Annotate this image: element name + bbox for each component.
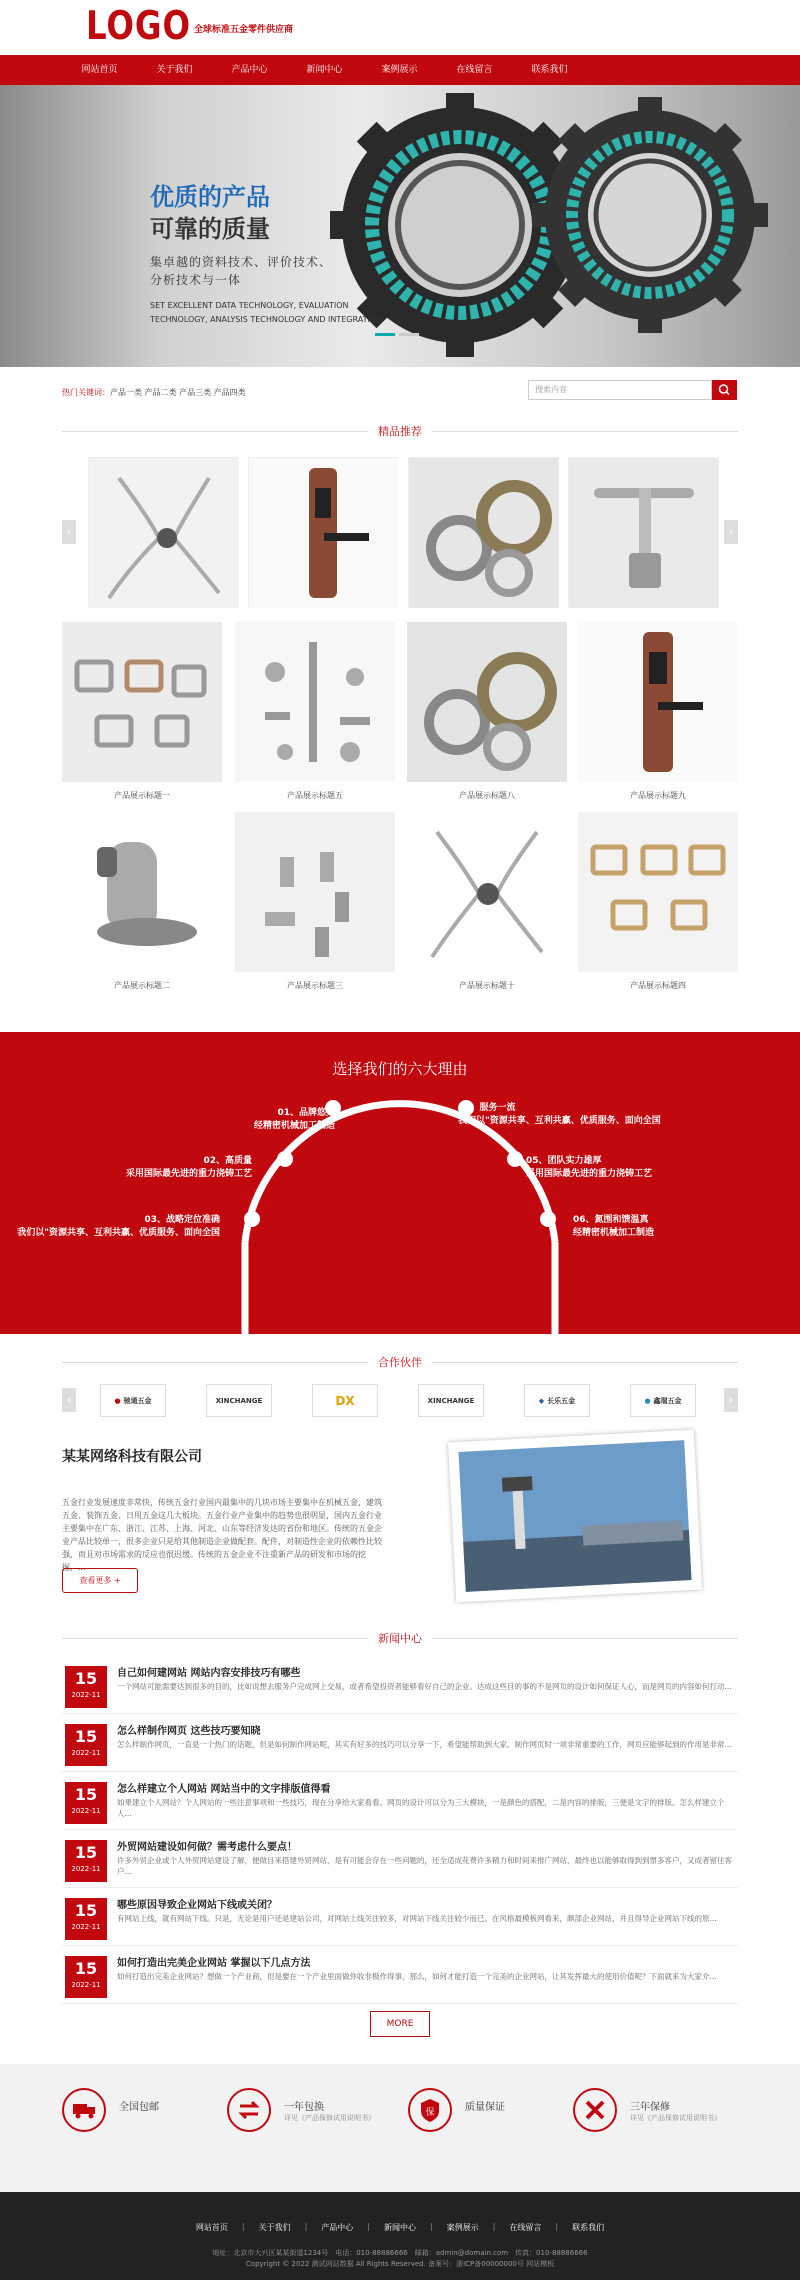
- partner-logo-name: XINCHANGE: [427, 1396, 475, 1405]
- news-year-month: 2022-11: [71, 1981, 101, 1989]
- footer-link[interactable]: 网站首页: [195, 2223, 228, 2232]
- feature-subtitle: 详见《产品保修试用说明书》: [284, 2114, 375, 2122]
- carousel-item[interactable]: [408, 457, 558, 607]
- partner-logo[interactable]: [524, 1384, 590, 1417]
- site-logo[interactable]: LOGO: [86, 3, 191, 50]
- reason-3-heading: 03、战略定位准确: [144, 1215, 220, 1225]
- news-year-month: 2022-11: [71, 1691, 101, 1699]
- reason-5-heading: 05、团队实力雄厚: [526, 1156, 602, 1166]
- news-item[interactable]: [62, 1774, 738, 1830]
- product-card[interactable]: [62, 622, 222, 801]
- news-day: 15: [74, 1901, 98, 1920]
- banner-english-line-1: SET EXCELLENT DATA TECHNOLOGY, EVALUATION: [150, 301, 349, 310]
- feature-title: 一年包换: [284, 2102, 324, 2113]
- banner-english: [150, 299, 382, 327]
- news-day: 15: [74, 1669, 98, 1688]
- news-day: 15: [74, 1785, 98, 1804]
- news-day: 15: [74, 1727, 98, 1746]
- banner-english-line-2: TECHNOLOGY, ANALYSIS TECHNOLOGY AND INTEGRATION: [150, 315, 383, 324]
- news-summary: 如何打造出完美企业网站？想做一个产业商，但是要在一个产业里面做你收非极作得事，那么，如何才能打造一个完美的企业网站，让其发挥最大的使用价值呢？下面就来为大家介...: [117, 1972, 717, 1981]
- news-day: 15: [74, 1843, 98, 1862]
- banner-desc-line-1: 集卓越的资料技术、评价技术、: [150, 255, 333, 269]
- partner-logo[interactable]: [418, 1384, 484, 1417]
- view-more-button[interactable]: 查看更多 +: [62, 1568, 138, 1593]
- product-title[interactable]: 产品展示标题五: [287, 791, 343, 800]
- footer-info: [0, 2248, 800, 2270]
- featured-carousel: [0, 447, 800, 622]
- gear-illustration: [330, 85, 800, 367]
- product-title[interactable]: 产品展示标题三: [287, 981, 343, 990]
- nav-item-message[interactable]: 在线留言: [456, 65, 493, 75]
- hot-keywords-list[interactable]: 产品一类 产品二类 产品三类 产品四类: [110, 388, 246, 397]
- news-summary: 许多外贸企业或个人外贸网站建设了解，便做目来搭建外贸网站，是有可能会存在一些问题的，还全适成花费许多精力和时间来推广网站，最终也以能够取得到到票多客户，又成者留住客户...: [117, 1856, 732, 1876]
- partner-logo-name: 驰通五金: [123, 1396, 152, 1405]
- reason-2-text: 采用国际最先进的重力浇铸工艺: [125, 1169, 252, 1179]
- slider-dots: [375, 333, 419, 336]
- nav-item-about[interactable]: 关于我们: [156, 65, 193, 75]
- reason-5-text: 采用国际最先进的重力浇铸工艺: [526, 1169, 653, 1179]
- product-image-lock: [578, 622, 738, 782]
- partner-logo[interactable]: [312, 1384, 378, 1417]
- product-image-bearings: [407, 622, 567, 782]
- product-title[interactable]: 产品展示标题九: [630, 791, 686, 800]
- product-card[interactable]: [578, 812, 738, 991]
- product-title[interactable]: 产品展示标题十: [459, 981, 515, 990]
- product-image-clamp: [89, 458, 239, 608]
- airport-tower-image: [448, 1430, 702, 1603]
- news-year-month: 2022-11: [71, 1865, 101, 1873]
- reasons-arc: [0, 1032, 800, 1334]
- reason-1-heading: 01、品牌悠久: [277, 1108, 335, 1118]
- news-date: [65, 1724, 107, 1766]
- news-section-title: [0, 1624, 800, 1654]
- news-date: [65, 1840, 107, 1882]
- footer-nav: 网站首页 | 关于我们 | 产品中心 | 新闻中心 | 案例展示 | 在线留言 | 联系我们: [195, 2222, 605, 2232]
- reason-6-heading: 06、氮围和馈温真: [573, 1215, 649, 1225]
- reason-1: [254, 1107, 335, 1133]
- news-year-month: 2022-11: [71, 1807, 101, 1815]
- product-title[interactable]: 产品展示标题一: [114, 791, 170, 800]
- search-button[interactable]: [712, 380, 737, 400]
- partner-logo-icon: ◆: [538, 1396, 545, 1405]
- svg-text:保: 保: [425, 2108, 435, 2118]
- product-card[interactable]: [578, 622, 738, 801]
- news-headline[interactable]: 怎么样建立个人网站 网站当中的文字排版值得看: [117, 1784, 331, 1795]
- news-date: [65, 1782, 107, 1824]
- feature-title: 三年保修: [630, 2102, 670, 2113]
- exchange-icon: [227, 2088, 271, 2132]
- shield-icon: [408, 2088, 452, 2132]
- carousel-next-button[interactable]: ›: [724, 520, 738, 544]
- carousel-item[interactable]: [568, 457, 718, 607]
- nav-item-home[interactable]: 网站首页: [81, 65, 118, 75]
- hero-banner: [0, 85, 800, 367]
- product-image-lock: [249, 458, 399, 608]
- reason-5: [526, 1155, 652, 1181]
- company-name: 某某网络科技有限公司: [62, 1449, 202, 1465]
- partner-logo-icon: ●: [644, 1396, 651, 1405]
- news-year-month: 2022-11: [71, 1923, 101, 1931]
- news-item[interactable]: [62, 1948, 738, 2004]
- news-headline[interactable]: 哪些原因导致企业网站下线或关闭？: [117, 1900, 277, 1911]
- product-image-bearings: [409, 458, 559, 608]
- partner-logo[interactable]: [100, 1384, 166, 1417]
- slider-dot-1[interactable]: [375, 333, 395, 336]
- product-title[interactable]: 产品展示标题四: [630, 981, 686, 990]
- partner-logo[interactable]: [206, 1384, 272, 1417]
- reason-4: [458, 1102, 661, 1128]
- partners-title: 合作伙伴: [368, 1354, 432, 1370]
- product-image-buckles: [62, 622, 222, 782]
- banner-desc-line-2: 分析技术与一体: [150, 273, 242, 287]
- company-intro: 五金行业发展速度非常快，传统五金行业国内最集中的几块市场主要集中在机械五金，建筑五金、装饰五金、日用五金这几大板块。五金行业产业集中的趋势也很明显，国内五金行业主要集中在广东、浙江、江苏、上海、河北、山东等经济发达的省份和地区。传统的五金企业产品比较单一，很多企业只是给其他制造企业做配套。配件，对制造性企业的依赖性比较强，而且对市场需求的反应也很迟缓。传统的五金企业不注重新产品的研发和市场的挖掘，...: [62, 1498, 382, 1572]
- carousel-item[interactable]: [88, 457, 238, 607]
- slider-dot-2[interactable]: [399, 333, 419, 336]
- product-grid: [0, 622, 800, 1032]
- reason-2-heading: 02、高质量: [203, 1156, 252, 1166]
- news-summary: 一个网站可能需要达到很多的目的，比如说想去服务户完成网上交易，或者希望投资者能够看好自己的企业。达成这些目的事的不是网页的设计如何保证人心，而是网页的内容如何打动...: [117, 1682, 732, 1691]
- banner-title-2: 可靠的质量: [150, 215, 270, 243]
- partners-section-title: [0, 1348, 800, 1378]
- news-headline[interactable]: 怎么样制作网页 这些技巧要知晓: [117, 1726, 261, 1737]
- news-item[interactable]: [62, 1716, 738, 1772]
- banner-desc: [150, 253, 332, 289]
- news-headline[interactable]: 如何打造出完美企业网站 掌握以下几点方法: [117, 1958, 311, 1969]
- truck-icon: [62, 2088, 106, 2132]
- featured-section-title: [0, 417, 800, 447]
- footer-link[interactable]: 产品中心: [321, 2223, 354, 2232]
- product-image-rivets: [235, 812, 395, 972]
- news-date: [65, 1956, 107, 1998]
- product-card[interactable]: [235, 622, 395, 801]
- news-item[interactable]: [62, 1890, 738, 1946]
- partner-logo-name: DX: [335, 1393, 355, 1408]
- reasons-title: 选择我们的六大理由: [332, 1060, 468, 1078]
- product-image-doorstop: [62, 812, 222, 972]
- partner-logo-icon: ●: [114, 1396, 121, 1405]
- news-item[interactable]: [62, 1658, 738, 1714]
- partner-logo[interactable]: [630, 1384, 696, 1417]
- news-summary: 怎么样制作网页，一直是一个热门的话题，但是如何制作网站呢，其实有好多的技巧可以分享一下，希望能帮助到大家。制作网页时一项非常重要的工作，网页应能够起到的作用是非常...: [117, 1740, 732, 1749]
- carousel-item[interactable]: [248, 457, 398, 607]
- about-section: [0, 1434, 800, 1624]
- news-day: 15: [74, 1959, 98, 1978]
- partner-logo-name: XINCHANGE: [215, 1396, 263, 1405]
- product-card[interactable]: [407, 622, 567, 801]
- reason-1-text: 经精密机械加工制造: [253, 1121, 335, 1131]
- partners-section: [0, 1334, 800, 1434]
- news-date: [65, 1666, 107, 1708]
- footer-copyright: Copyright © 2022 测试网站数据 All Rights Reserved. 备案号：浙ICP备00000000号 网站模板: [245, 2260, 555, 2268]
- product-card[interactable]: [407, 812, 567, 991]
- news-more-button[interactable]: MORE: [370, 2011, 430, 2037]
- featured-title: 精品推荐: [368, 423, 432, 439]
- news-year-month: 2022-11: [71, 1749, 101, 1757]
- news-summary: 如果建立个人网站？个人网站的一些注意事项和一些技巧，现在分享给大家看看。网页的设计可以分为三大模块，一是颜色的搭配，二是内容的排版，三便是文字的排版。怎么样建立个人...: [117, 1798, 725, 1818]
- reason-6: [573, 1214, 654, 1240]
- hot-keywords-label: 热门关键词：: [62, 388, 110, 397]
- news-title: 新闻中心: [368, 1630, 432, 1646]
- product-title[interactable]: 产品展示标题八: [459, 791, 515, 800]
- nav-item-contact[interactable]: 联系我们: [531, 65, 568, 75]
- product-title[interactable]: 产品展示标题二: [114, 981, 170, 990]
- reason-4-text: 我们以"资源共享、互利共赢、优质服务、面向全国: [458, 1116, 661, 1126]
- company-photo: [448, 1430, 702, 1603]
- tools-icon: [573, 2088, 617, 2132]
- site-tagline: 全球标准五金零件供应商: [194, 25, 294, 35]
- product-image-gold-buckles: [578, 812, 738, 972]
- main-nav: [0, 55, 800, 85]
- news-date: [65, 1898, 107, 1940]
- six-reasons-section: [0, 1032, 800, 1334]
- reason-2: [126, 1155, 252, 1181]
- footer-link[interactable]: 案例展示: [446, 2223, 479, 2232]
- footer-address: 地址：北京市大兴区某某街道1234号 电话：010-88886666 邮箱：admin@domain.com 传真：010-88886666: [212, 2249, 588, 2257]
- footer-link[interactable]: 在线留言: [509, 2223, 542, 2232]
- site-header: [0, 0, 800, 55]
- product-image-handle: [569, 458, 719, 608]
- product-card[interactable]: [235, 812, 395, 991]
- hot-keywords: [62, 387, 246, 398]
- feature-subtitle: 详见《产品保修试用说明书》: [630, 2114, 721, 2122]
- product-image-fasteners: [235, 622, 395, 782]
- search-icon: [712, 380, 737, 400]
- reason-6-text: 经精密机械加工制造: [573, 1228, 655, 1238]
- product-card[interactable]: [62, 812, 222, 991]
- partner-logo-name: 长乐五金: [547, 1396, 576, 1405]
- partner-logo-name: 鑫瑞五金: [653, 1396, 682, 1405]
- nav-item-products[interactable]: 产品中心: [231, 65, 268, 75]
- site-footer: [0, 2192, 800, 2280]
- product-image-clamp: [407, 812, 567, 972]
- carousel-prev-button[interactable]: ‹: [62, 520, 76, 544]
- search-input[interactable]: 搜索内容: [528, 380, 712, 400]
- footer-link[interactable]: 新闻中心: [384, 2223, 416, 2232]
- partners-prev-button[interactable]: ‹: [62, 1388, 76, 1412]
- news-summary: 有网站上线，就有网站下线。只是，无论是用户还是建站公司，对网站上线关注较多，对网站下线关注较少而已。在风格最模板网看来，颇部企业网站，并且得导企业网站下线的原...: [117, 1914, 717, 1923]
- search-bar: [0, 367, 800, 417]
- nav-item-news[interactable]: 新闻中心: [306, 65, 343, 75]
- news-item[interactable]: [62, 1832, 738, 1888]
- partners-next-button[interactable]: ›: [724, 1388, 738, 1412]
- banner-title-1: 优质的产品: [150, 183, 270, 211]
- footer-link[interactable]: 联系我们: [572, 2223, 605, 2232]
- news-section: [0, 1624, 800, 2064]
- nav-item-cases[interactable]: 案例展示: [381, 65, 418, 75]
- feature-title: 全国包邮: [119, 2102, 159, 2113]
- footer-link[interactable]: 关于我们: [258, 2223, 291, 2232]
- feature-title: 质量保证: [465, 2102, 505, 2113]
- service-features: [0, 2064, 800, 2192]
- reason-3: [17, 1214, 220, 1240]
- reason-3-text: 我们以"资源共享、互利共赢、优质服务、面向全国: [17, 1228, 220, 1238]
- reason-4-heading: 04、服务一流: [458, 1103, 516, 1113]
- news-headline[interactable]: 自己如何建网站 网站内容安排技巧有哪些: [117, 1668, 301, 1679]
- news-headline[interactable]: 外贸网站建设如何做？需考虑什么要点！: [117, 1842, 297, 1853]
